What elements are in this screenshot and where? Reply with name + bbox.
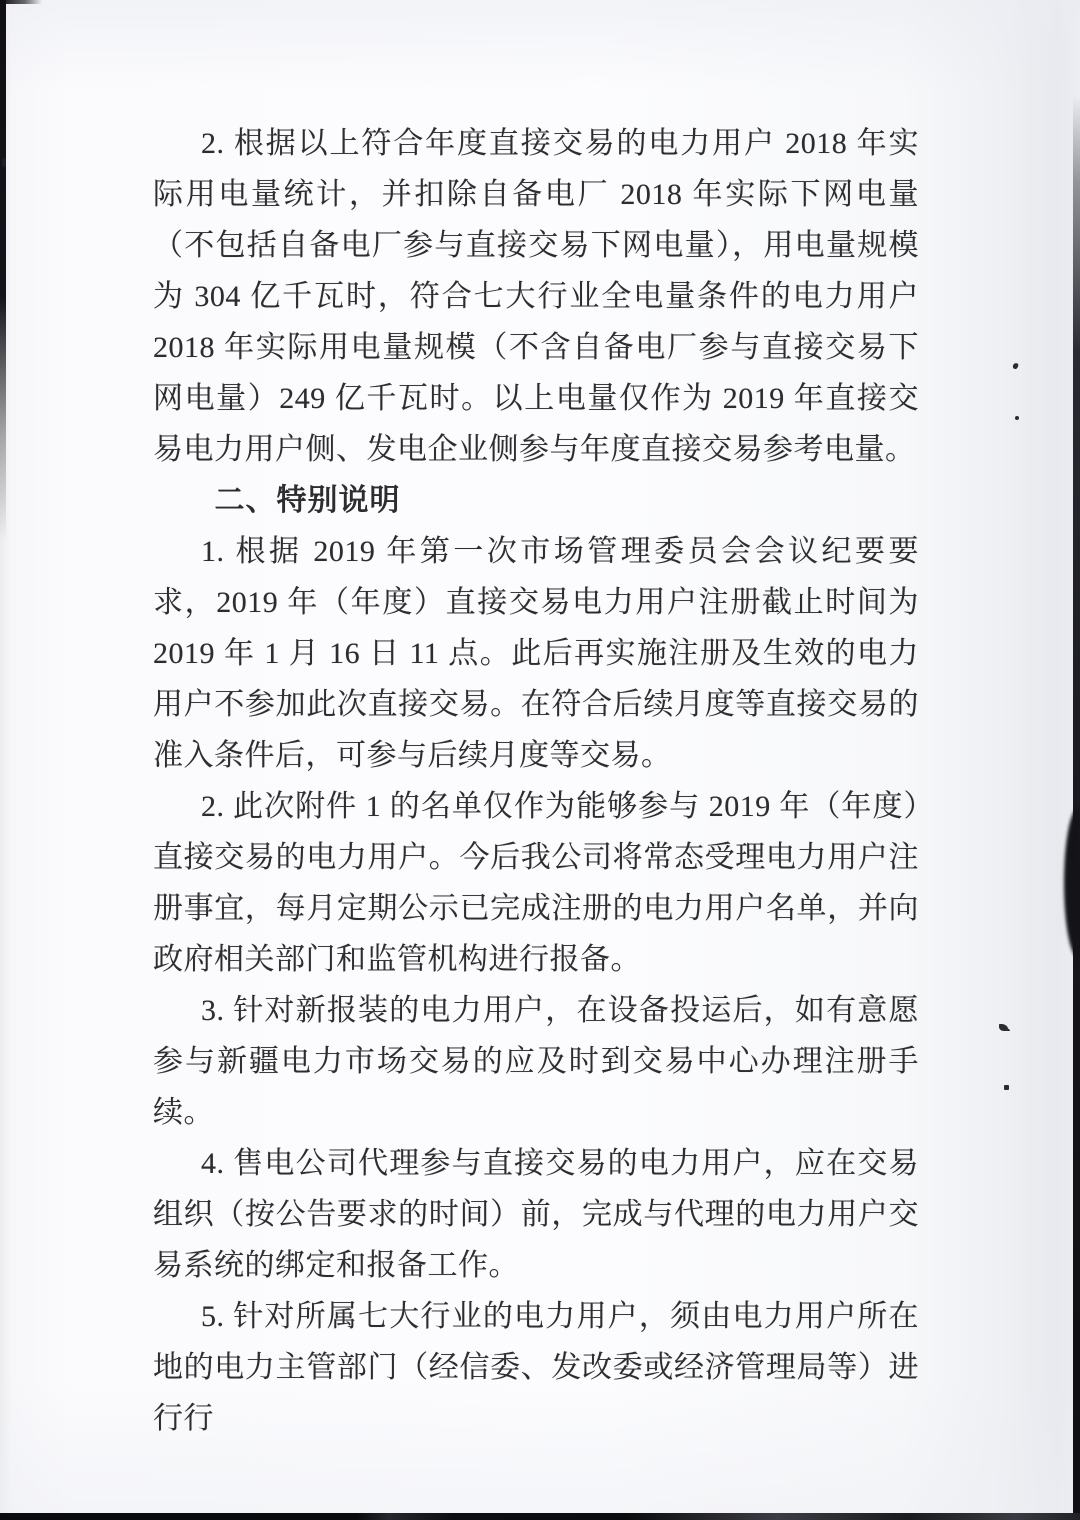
scan-edge-top xyxy=(0,0,42,4)
scan-edge-blob xyxy=(1064,808,1080,958)
document-body xyxy=(153,118,919,1444)
scan-speck xyxy=(1015,416,1019,420)
paragraph: 3. 针对新报装的电力用户，在设备投运后，如有意愿参与新疆电力市场交易的应及时到交易中心办理注册手续。 xyxy=(153,994,919,1129)
paragraph: 1. 根据 2019 年第一次市场管理委员会会议纪要要求，2019 年（年度）直接交易电力用户注册截止时间为 2019 年 1 月 16 日 11 点。此后再实施注册及生效的电力用户不参加此次直接交易。在符合后续月度等直接交易的准入条件后，可参与后续月度等交易。 xyxy=(153,535,919,772)
paragraph: 2. 根据以上符合年度直接交易的电力用户 2018 年实际用电量统计，并扣除自备电厂 2018 年实际下网电量（不包括自备电厂参与直接交易下网电量），用电量规模为 304 亿千瓦时，符合七大行业全电量条件的电力用户 2018 年实际用电量规模（不含自备电厂参与直接交易下网电量）249 亿千瓦时。以上电量仅作为 2019 年直接交易电力用户侧、发电企业侧参与年度直接交易参考电量。 xyxy=(153,127,919,466)
paragraph: 4. 售电公司代理参与直接交易的电力用户，应在交易组织（按公告要求的时间）前，完成与代理的电力用户交易系统的绑定和报备工作。 xyxy=(153,1147,919,1282)
scan-edge-right xyxy=(1073,96,1080,1520)
scan-speck xyxy=(1004,1085,1009,1090)
paragraph: 5. 针对所属七大行业的电力用户，须由电力用户所在地的电力主管部门（经信委、发改委或经济管理局等）进行行 xyxy=(153,1300,919,1435)
scan-speck xyxy=(999,1024,1008,1031)
scan-speck xyxy=(1012,362,1019,369)
scan-edge-bottom xyxy=(0,1513,1080,1520)
section-heading: 二、特别说明 xyxy=(214,484,401,517)
scan-speck xyxy=(2,158,6,167)
paragraph: 2. 此次附件 1 的名单仅作为能够参与 2019 年（年度）直接交易的电力用户。今后我公司将常态受理电力用户注册事宜，每月定期公示已完成注册的电力用户名单，并向政府相关部门和监管机构进行报备。 xyxy=(153,790,919,976)
scan-edge-left xyxy=(0,0,6,540)
